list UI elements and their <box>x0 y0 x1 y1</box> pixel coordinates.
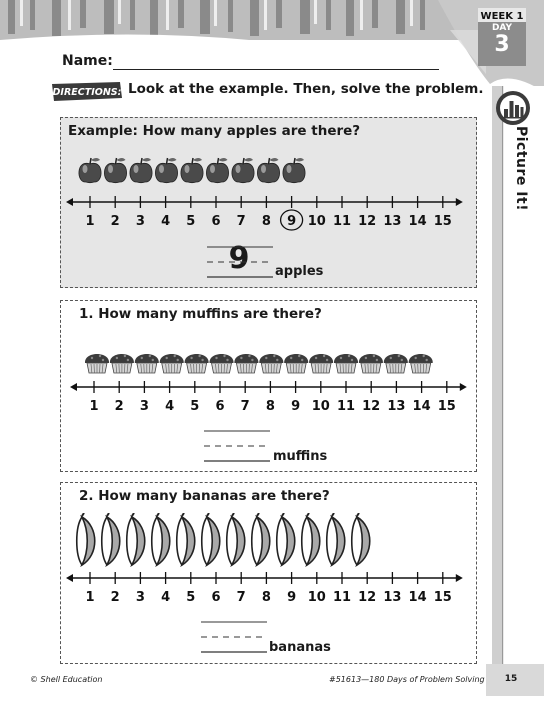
tick-label: 15 <box>433 590 452 605</box>
tick-label: 2 <box>110 214 120 229</box>
apple-row <box>61 152 476 186</box>
muffin-icon <box>284 354 308 373</box>
day-label: DAY <box>491 23 513 33</box>
tick-label: 12 <box>358 590 377 605</box>
muffin-icon <box>85 354 109 373</box>
tick-label: 7 <box>240 399 250 414</box>
example-number-line <box>61 190 476 236</box>
arrow-right-icon <box>456 198 463 206</box>
directions-badge-text: DIRECTIONS: <box>52 87 122 98</box>
tick-label: 11 <box>336 399 356 414</box>
muffin-icon <box>334 354 358 373</box>
tick-label: 14 <box>408 214 427 229</box>
page-number: 15 <box>504 674 518 684</box>
banana-icon <box>352 513 370 565</box>
muffin-icon <box>384 354 408 373</box>
example-question <box>68 123 360 139</box>
muffin-icon <box>135 354 159 373</box>
tick-label: 8 <box>261 214 271 229</box>
banana-icon <box>152 513 170 565</box>
footer-book-title: #51613—180 Days of Problem Solving <box>329 675 485 684</box>
muffin-icon <box>234 354 258 373</box>
tick-label: 10 <box>307 214 326 229</box>
problem-2-answer-field[interactable] <box>201 620 267 654</box>
tick-label: 5 <box>190 399 200 414</box>
bar-chart-icon <box>495 90 531 126</box>
tick-label: 4 <box>165 399 175 414</box>
tick-label: 13 <box>387 399 406 414</box>
tick-label: 10 <box>311 399 330 414</box>
arrow-right-icon <box>456 574 463 582</box>
tick-label: 14 <box>412 399 431 414</box>
apple-icon <box>283 158 305 183</box>
tick-label: 1 <box>85 214 95 229</box>
banana-icon <box>227 513 245 565</box>
tick-label: 5 <box>186 590 196 605</box>
name-label: Name: <box>62 53 113 69</box>
banana-icon <box>302 513 320 565</box>
apple-icon <box>232 158 254 183</box>
apple-icon <box>130 158 152 183</box>
tick-label: 5 <box>186 214 196 229</box>
tick-label: 1 <box>85 590 95 605</box>
tick-label: 13 <box>383 590 402 605</box>
banana-icon <box>252 513 270 565</box>
tick-label: 7 <box>236 214 246 229</box>
banana-icon <box>127 513 145 565</box>
tick-label: 8 <box>265 399 275 414</box>
tick-label: 3 <box>135 214 145 229</box>
banana-icon <box>202 513 220 565</box>
muffin-icon <box>309 354 333 373</box>
problem-1-question: 1. How many muffins are there? <box>79 306 322 322</box>
tick-label: 15 <box>433 214 452 229</box>
tick-label: 15 <box>437 399 456 414</box>
day-number: 3 <box>494 32 510 57</box>
problem-2-unit: bananas <box>269 640 331 655</box>
muffin-icon <box>359 354 383 373</box>
banana-icon <box>77 513 95 565</box>
apple-icon <box>155 158 177 183</box>
example-unit: apples <box>275 264 324 279</box>
tick-label: 4 <box>161 590 171 605</box>
tick-label: 1 <box>89 399 99 414</box>
arrow-left-icon <box>66 198 73 206</box>
name-field[interactable] <box>113 69 439 70</box>
arrow-right-icon <box>460 383 467 391</box>
problem-2-panel <box>60 482 477 664</box>
answer-guide-lines <box>207 241 273 279</box>
arrow-left-icon <box>70 383 77 391</box>
problem-2-number-line <box>61 568 476 608</box>
problem-1-panel <box>60 300 477 472</box>
example-question-text: How many apples are there? <box>142 123 361 139</box>
apple-icon <box>206 158 228 183</box>
directions-text: Look at the example. Then, solve the problem. <box>128 81 484 97</box>
problem-2-question: 2. How many bananas are there? <box>79 488 330 504</box>
tick-label: 2 <box>114 399 124 414</box>
muffin-row <box>61 349 476 379</box>
apple-icon <box>104 158 126 183</box>
problem-1-unit: muffins <box>273 449 328 464</box>
example-answer: 9 <box>228 241 250 276</box>
tick-label: 14 <box>408 590 427 605</box>
tick-label: 6 <box>215 399 225 414</box>
muffin-icon <box>209 354 233 373</box>
tick-label: 12 <box>362 399 381 414</box>
directions-badge <box>50 80 124 102</box>
tick-label: 8 <box>261 590 271 605</box>
tick-label: 3 <box>135 590 145 605</box>
muffin-icon <box>110 354 134 373</box>
section-title: Picture It! <box>513 126 529 212</box>
tick-label: 9 <box>287 590 297 605</box>
tick-label: 12 <box>358 214 377 229</box>
banana-icon <box>102 513 120 565</box>
problem-1-answer-field[interactable] <box>204 429 270 463</box>
footer-copyright: © Shell Education <box>30 675 103 684</box>
muffin-icon <box>409 354 433 373</box>
tick-label: 9 <box>287 214 297 229</box>
week-label: WEEK 1 <box>480 11 524 22</box>
arrow-left-icon <box>66 574 73 582</box>
example-panel <box>60 117 477 288</box>
tick-label: 9 <box>291 399 301 414</box>
tick-label: 3 <box>139 399 149 414</box>
banana-icon <box>277 513 295 565</box>
tick-label: 4 <box>161 214 171 229</box>
banana-icon <box>177 513 195 565</box>
tick-label: 7 <box>236 590 246 605</box>
apple-icon <box>79 158 101 183</box>
muffin-icon <box>259 354 283 373</box>
muffin-icon <box>160 354 184 373</box>
tick-label: 13 <box>383 214 402 229</box>
apple-icon <box>257 158 279 183</box>
tick-label: 11 <box>332 214 352 229</box>
tick-label: 6 <box>211 214 221 229</box>
tick-label: 6 <box>211 590 221 605</box>
banana-icon <box>327 513 345 565</box>
tick-label: 11 <box>332 590 352 605</box>
problem-1-number-line <box>61 377 476 417</box>
muffin-icon <box>185 354 209 373</box>
tick-label: 10 <box>307 590 326 605</box>
example-label: Example: <box>68 123 138 139</box>
banana-row <box>61 513 476 569</box>
tick-label: 2 <box>110 590 120 605</box>
apple-icon <box>181 158 203 183</box>
